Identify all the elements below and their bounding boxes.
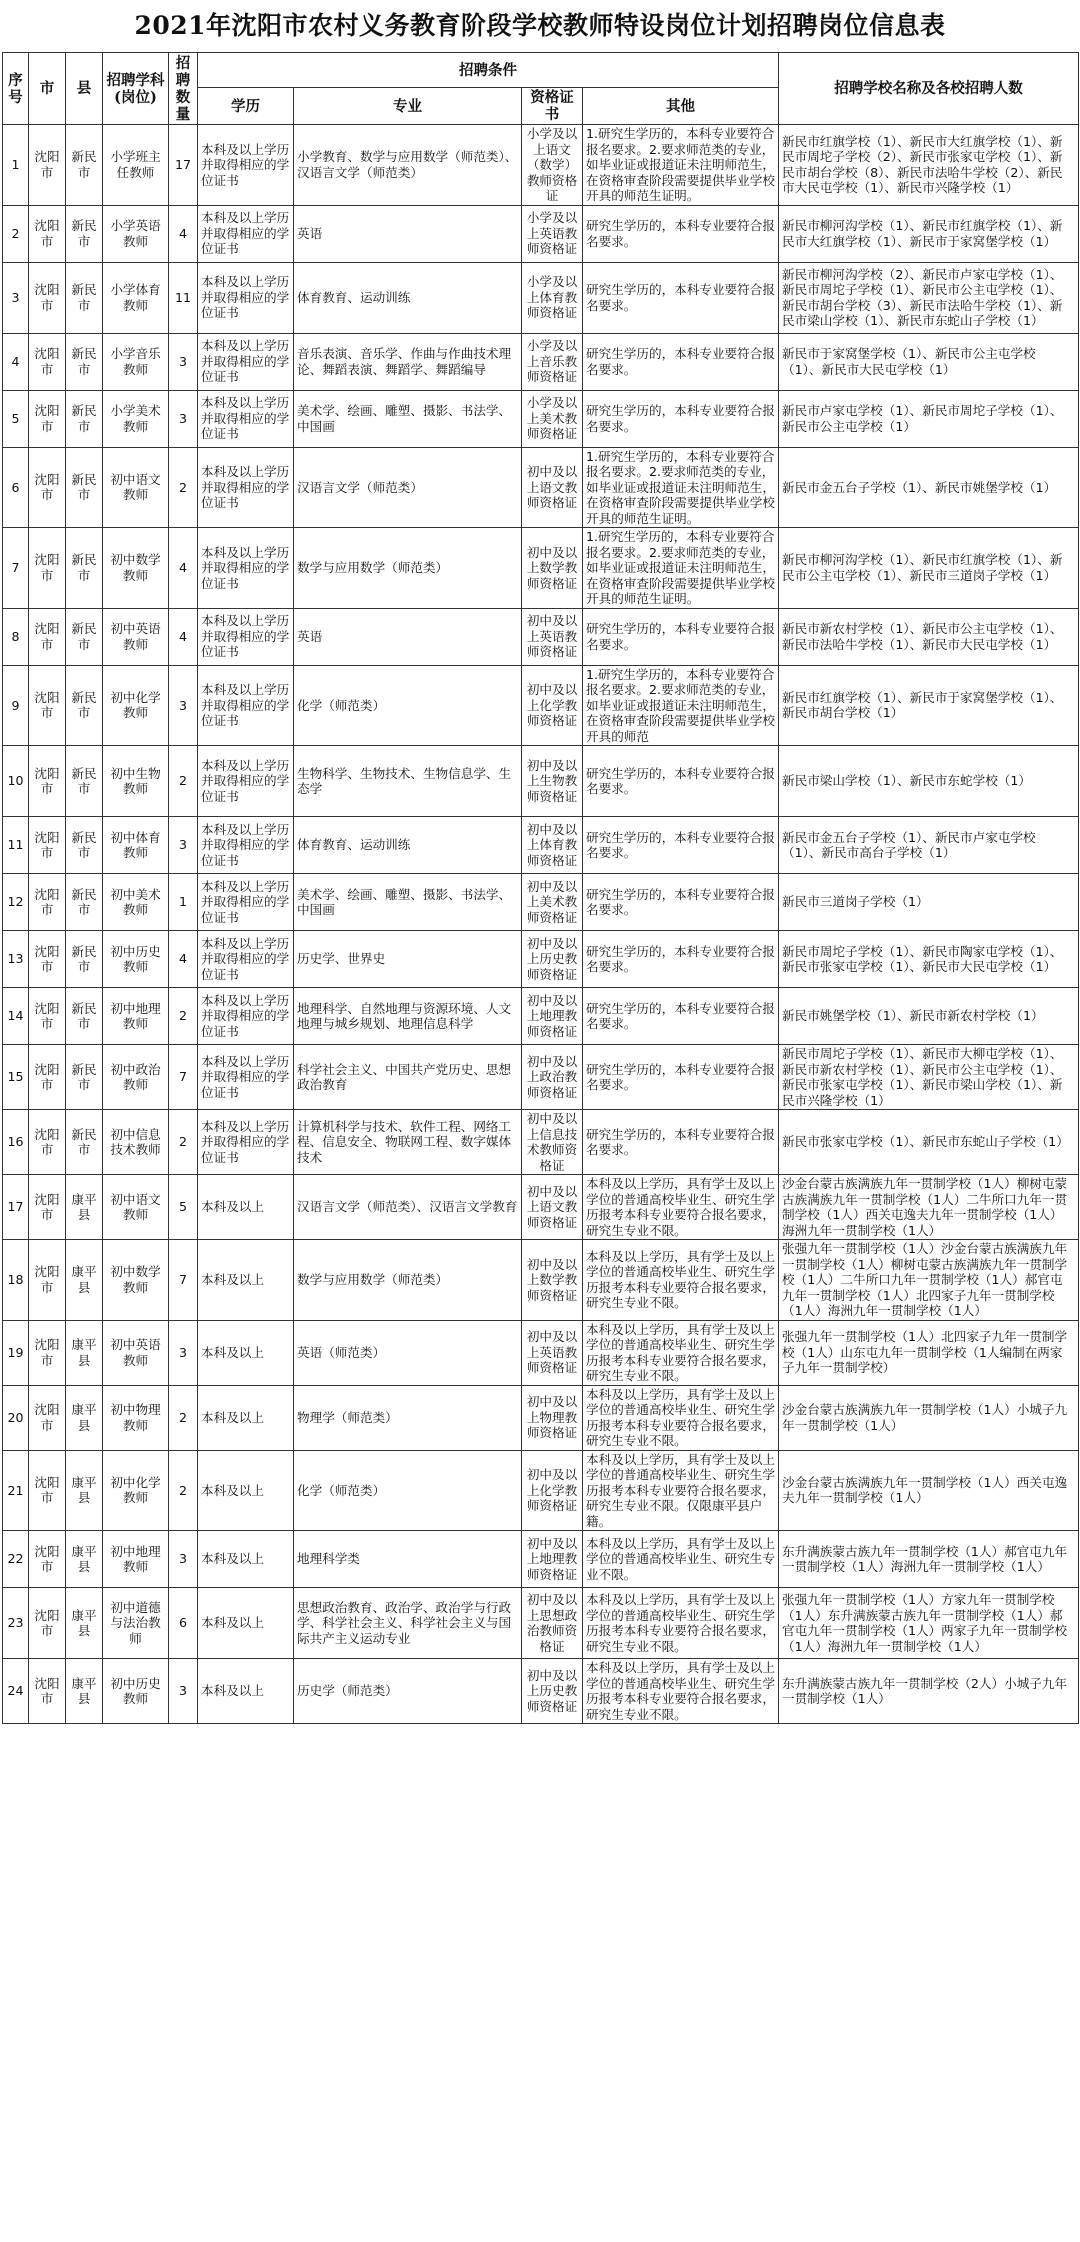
row-major: 英语	[294, 608, 522, 665]
row-certificate: 初中及以上语文教师资格证	[522, 1175, 583, 1240]
row-city: 沈阳市	[29, 1320, 66, 1385]
row-count: 2	[169, 447, 198, 528]
row-certificate: 初中及以上历史教师资格证	[522, 1659, 583, 1724]
row-other: 研究生学历的，本科专业要符合报名要求。	[583, 390, 779, 447]
table-row	[3, 1110, 1079, 1175]
row-education: 本科及以上	[198, 1450, 294, 1531]
row-other: 1.研究生学历的，本科专业要符合报名要求。2.要求师范类的专业，如毕业证或报道证未注明师范生，在资格审查阶段需要提供毕业学校开具的师范生证明。	[583, 125, 779, 206]
row-major: 化学（师范类）	[294, 665, 522, 746]
row-subject: 初中美术教师	[103, 874, 169, 931]
row-schools: 新民市金五台子学校（1）、新民市姚堡学校（1）	[779, 447, 1079, 528]
row-county: 康平县	[66, 1320, 103, 1385]
row-county: 康平县	[66, 1588, 103, 1659]
row-schools: 张强九年一贯制学校（1人）沙金台蒙古族满族九年一贯制学校（1人）柳树屯蒙古族满族九年一贯制学校（1人）二牛所口九年一贯制学校（1人）郝官屯九年一贯制学校（1人）北四家子九年一贯制学校（1人）海洲九年一贯制学校（1人）	[779, 1240, 1079, 1321]
table-row	[3, 1531, 1079, 1588]
row-subject: 初中数学教师	[103, 1240, 169, 1321]
row-certificate: 初中及以上信息技术教师资格证	[522, 1110, 583, 1175]
row-count: 4	[169, 205, 198, 262]
header-county: 县	[66, 53, 103, 125]
row-city: 沈阳市	[29, 1659, 66, 1724]
row-seq: 12	[3, 874, 29, 931]
row-certificate: 初中及以上英语教师资格证	[522, 1320, 583, 1385]
table-row	[3, 125, 1079, 206]
row-education: 本科及以上	[198, 1531, 294, 1588]
row-count: 2	[169, 1450, 198, 1531]
table-row	[3, 1175, 1079, 1240]
row-seq: 17	[3, 1175, 29, 1240]
row-schools: 新民市三道岗子学校（1）	[779, 874, 1079, 931]
row-schools: 东升满族蒙古族九年一贯制学校（1人）郝官屯九年一贯制学校（1人）海洲九年一贯制学校（1人）	[779, 1531, 1079, 1588]
row-certificate: 小学及以上美术教师资格证	[522, 390, 583, 447]
row-count: 4	[169, 608, 198, 665]
row-subject: 初中地理教师	[103, 1531, 169, 1588]
row-seq: 1	[3, 125, 29, 206]
row-county: 新民市	[66, 205, 103, 262]
row-seq: 18	[3, 1240, 29, 1321]
row-seq: 4	[3, 333, 29, 390]
row-seq: 7	[3, 528, 29, 609]
header-other: 其他	[583, 88, 779, 125]
row-schools: 新民市周坨子学校（1）、新民市陶家屯学校（1）、新民市张家屯学校（1）、新民市大民屯学校（1）	[779, 931, 1079, 988]
row-seq: 5	[3, 390, 29, 447]
row-county: 新民市	[66, 746, 103, 817]
row-major: 地理科学、自然地理与资源环境、人文地理与城乡规划、地理信息科学	[294, 988, 522, 1045]
header-schools: 招聘学校名称及各校招聘人数	[779, 53, 1079, 125]
row-seq: 13	[3, 931, 29, 988]
row-county: 康平县	[66, 1240, 103, 1321]
row-certificate: 初中及以上美术教师资格证	[522, 874, 583, 931]
row-other: 研究生学历的，本科专业要符合报名要求。	[583, 874, 779, 931]
header-subject: 招聘学科(岗位)	[103, 53, 169, 125]
row-certificate: 初中及以上物理教师资格证	[522, 1385, 583, 1450]
row-count: 1	[169, 874, 198, 931]
row-major: 体育教育、运动训练	[294, 817, 522, 874]
row-city: 沈阳市	[29, 1110, 66, 1175]
row-subject: 小学班主任教师	[103, 125, 169, 206]
row-city: 沈阳市	[29, 1045, 66, 1110]
header-city: 市	[29, 53, 66, 125]
row-other: 本科及以上学历，具有学士及以上学位的普通高校毕业生、研究生学历报考本科专业要符合报名要求，研究生专业不限。	[583, 1175, 779, 1240]
page-title: 2021年沈阳市农村义务教育阶段学校教师特设岗位计划招聘岗位信息表	[134, 11, 946, 40]
row-certificate: 小学及以上语文（数学）教师资格证	[522, 125, 583, 206]
row-other: 研究生学历的，本科专业要符合报名要求。	[583, 817, 779, 874]
row-subject: 初中历史教师	[103, 931, 169, 988]
row-certificate: 初中及以上化学教师资格证	[522, 1450, 583, 1531]
row-seq: 9	[3, 665, 29, 746]
row-subject: 初中历史教师	[103, 1659, 169, 1724]
row-county: 康平县	[66, 1531, 103, 1588]
row-education: 本科及以上学历并取得相应的学位证书	[198, 746, 294, 817]
row-certificate: 初中及以上体育教师资格证	[522, 817, 583, 874]
row-count: 3	[169, 665, 198, 746]
table-row	[3, 447, 1079, 528]
table-row	[3, 1045, 1079, 1110]
row-city: 沈阳市	[29, 528, 66, 609]
row-other: 1.研究生学历的，本科专业要符合报名要求。2.要求师范类的专业，如毕业证或报道证未注明师范生，在资格审查阶段需要提供毕业学校开具的师范生证明。	[583, 447, 779, 528]
table-row	[3, 608, 1079, 665]
table-row	[3, 1588, 1079, 1659]
row-education: 本科及以上学历并取得相应的学位证书	[198, 817, 294, 874]
row-seq: 22	[3, 1531, 29, 1588]
row-education: 本科及以上学历并取得相应的学位证书	[198, 205, 294, 262]
row-seq: 20	[3, 1385, 29, 1450]
table-row	[3, 988, 1079, 1045]
row-seq: 8	[3, 608, 29, 665]
row-other: 1.研究生学历的，本科专业要符合报名要求。2.要求师范类的专业，如毕业证或报道证未注明师范生，在资格审查阶段需要提供毕业学校开具的师范生证明。	[583, 528, 779, 609]
row-subject: 初中信息技术教师	[103, 1110, 169, 1175]
row-major: 汉语言文学（师范类）	[294, 447, 522, 528]
row-subject: 小学英语教师	[103, 205, 169, 262]
row-education: 本科及以上学历并取得相应的学位证书	[198, 447, 294, 528]
row-seq: 2	[3, 205, 29, 262]
row-schools: 新民市于家窝堡学校（1）、新民市公主屯学校（1）、新民市大民屯学校（1）	[779, 333, 1079, 390]
row-other: 本科及以上学历，具有学士及以上学位的普通高校毕业生、研究生学历报考本科专业要符合报名要求，研究生专业不限。	[583, 1588, 779, 1659]
row-major: 思想政治教育、政治学、政治学与行政学、科学社会主义、科学社会主义与国际共产主义运动专业	[294, 1588, 522, 1659]
row-county: 新民市	[66, 125, 103, 206]
row-seq: 16	[3, 1110, 29, 1175]
row-education: 本科及以上	[198, 1175, 294, 1240]
row-seq: 14	[3, 988, 29, 1045]
row-major: 英语（师范类）	[294, 1320, 522, 1385]
row-major: 汉语言文学（师范类）、汉语言文学教育	[294, 1175, 522, 1240]
row-count: 7	[169, 1240, 198, 1321]
row-major: 生物科学、生物技术、生物信息学、生态学	[294, 746, 522, 817]
row-city: 沈阳市	[29, 817, 66, 874]
row-city: 沈阳市	[29, 1385, 66, 1450]
row-schools: 新民市卢家屯学校（1）、新民市周坨子学校（1）、新民市公主屯学校（1）	[779, 390, 1079, 447]
row-seq: 10	[3, 746, 29, 817]
row-county: 新民市	[66, 1045, 103, 1110]
row-schools: 沙金台蒙古族满族九年一贯制学校（1人）西关屯逸夫九年一贯制学校（1人）	[779, 1450, 1079, 1531]
table-row	[3, 390, 1079, 447]
row-education: 本科及以上学历并取得相应的学位证书	[198, 1045, 294, 1110]
row-education: 本科及以上学历并取得相应的学位证书	[198, 665, 294, 746]
row-city: 沈阳市	[29, 746, 66, 817]
row-city: 沈阳市	[29, 1531, 66, 1588]
row-other: 本科及以上学历，具有学士及以上学位的普通高校毕业生、研究生学历报考本科专业要符合报名要求，研究生专业不限。仅限康平县户籍。	[583, 1450, 779, 1531]
row-schools: 新民市张家屯学校（1）、新民市东蛇山子学校（1）	[779, 1110, 1079, 1175]
row-schools: 新民市梁山学校（1）、新民市东蛇学校（1）	[779, 746, 1079, 817]
row-subject: 小学体育教师	[103, 262, 169, 333]
row-count: 11	[169, 262, 198, 333]
row-subject: 初中数学教师	[103, 528, 169, 609]
row-education: 本科及以上学历并取得相应的学位证书	[198, 125, 294, 206]
row-education: 本科及以上	[198, 1385, 294, 1450]
row-certificate: 初中及以上数学教师资格证	[522, 1240, 583, 1321]
row-seq: 3	[3, 262, 29, 333]
header-major: 专业	[294, 88, 522, 125]
row-schools: 新民市红旗学校（1）、新民市大红旗学校（1）、新民市周坨子学校（2）、新民市张家屯学校（1）、新民市胡台学校（8）、新民市法哈牛学校（2）、新民市大民屯学校（1）、新民市兴隆学校（1）	[779, 125, 1079, 206]
table-row	[3, 1659, 1079, 1724]
row-education: 本科及以上	[198, 1588, 294, 1659]
row-subject: 初中英语教师	[103, 1320, 169, 1385]
row-city: 沈阳市	[29, 390, 66, 447]
table-row	[3, 746, 1079, 817]
table-body	[3, 125, 1079, 1724]
row-subject: 初中道德与法治教师	[103, 1588, 169, 1659]
row-subject: 初中政治教师	[103, 1045, 169, 1110]
row-city: 沈阳市	[29, 665, 66, 746]
row-schools: 新民市柳河沟学校（1）、新民市红旗学校（1）、新民市公主屯学校（1）、新民市三道岗子学校（1）	[779, 528, 1079, 609]
row-other: 研究生学历的，本科专业要符合报名要求。	[583, 262, 779, 333]
row-county: 康平县	[66, 1659, 103, 1724]
table-row	[3, 874, 1079, 931]
row-education: 本科及以上学历并取得相应的学位证书	[198, 608, 294, 665]
row-subject: 初中语文教师	[103, 1175, 169, 1240]
row-count: 3	[169, 1531, 198, 1588]
row-count: 17	[169, 125, 198, 206]
row-count: 4	[169, 931, 198, 988]
row-schools: 东升满族蒙古族九年一贯制学校（2人）小城子九年一贯制学校（1人）	[779, 1659, 1079, 1724]
row-seq: 11	[3, 817, 29, 874]
row-major: 计算机科学与技术、软件工程、网络工程、信息安全、物联网工程、数字媒体技术	[294, 1110, 522, 1175]
row-major: 美术学、绘画、雕塑、摄影、书法学、中国画	[294, 390, 522, 447]
row-count: 7	[169, 1045, 198, 1110]
row-count: 4	[169, 528, 198, 609]
header-seq: 序号	[3, 53, 29, 125]
table-row	[3, 205, 1079, 262]
row-certificate: 初中及以上政治教师资格证	[522, 1045, 583, 1110]
row-schools: 张强九年一贯制学校（1人）北四家子九年一贯制学校（1人）山东屯九年一贯制学校（1人编制在两家子九年一贯制学校）	[779, 1320, 1079, 1385]
table-row	[3, 1450, 1079, 1531]
row-county: 新民市	[66, 390, 103, 447]
row-count: 2	[169, 1110, 198, 1175]
row-city: 沈阳市	[29, 1450, 66, 1531]
row-other: 1.研究生学历的，本科专业要符合报名要求。2.要求师范类的专业，如毕业证或报道证未注明师范生，在资格审查阶段需要提供毕业学校开具的师范	[583, 665, 779, 746]
row-certificate: 初中及以上地理教师资格证	[522, 1531, 583, 1588]
row-major: 科学社会主义、中国共产党历史、思想政治教育	[294, 1045, 522, 1110]
row-seq: 24	[3, 1659, 29, 1724]
row-city: 沈阳市	[29, 205, 66, 262]
row-other: 研究生学历的，本科专业要符合报名要求。	[583, 1045, 779, 1110]
row-other: 本科及以上学历，具有学士及以上学位的普通高校毕业生、研究生学历报考本科专业要符合报名要求，研究生专业不限。	[583, 1240, 779, 1321]
row-major: 地理科学类	[294, 1531, 522, 1588]
row-city: 沈阳市	[29, 988, 66, 1045]
row-count: 3	[169, 1320, 198, 1385]
row-other: 本科及以上学历，具有学士及以上学位的普通高校毕业生、研究生学历报考本科专业要符合报名要求，研究生专业不限。	[583, 1659, 779, 1724]
row-subject: 初中地理教师	[103, 988, 169, 1045]
row-seq: 6	[3, 447, 29, 528]
row-county: 新民市	[66, 931, 103, 988]
row-subject: 小学音乐教师	[103, 333, 169, 390]
row-education: 本科及以上学历并取得相应的学位证书	[198, 1110, 294, 1175]
row-certificate: 初中及以上生物教师资格证	[522, 746, 583, 817]
row-other: 研究生学历的，本科专业要符合报名要求。	[583, 746, 779, 817]
row-other: 研究生学历的，本科专业要符合报名要求。	[583, 333, 779, 390]
header-conditions: 招聘条件	[198, 53, 779, 88]
row-seq: 15	[3, 1045, 29, 1110]
row-subject: 初中生物教师	[103, 746, 169, 817]
row-major: 英语	[294, 205, 522, 262]
row-other: 研究生学历的，本科专业要符合报名要求。	[583, 988, 779, 1045]
row-count: 6	[169, 1588, 198, 1659]
row-major: 音乐表演、音乐学、作曲与作曲技术理论、舞蹈表演、舞蹈学、舞蹈编导	[294, 333, 522, 390]
row-education: 本科及以上学历并取得相应的学位证书	[198, 262, 294, 333]
row-subject: 初中化学教师	[103, 1450, 169, 1531]
row-major: 历史学、世界史	[294, 931, 522, 988]
row-other: 本科及以上学历，具有学士及以上学位的普通高校毕业生、研究生学历报考本科专业要符合报名要求，研究生专业不限。	[583, 1385, 779, 1450]
table-row	[3, 333, 1079, 390]
row-count: 2	[169, 988, 198, 1045]
row-city: 沈阳市	[29, 874, 66, 931]
row-count: 3	[169, 333, 198, 390]
row-certificate: 小学及以上体育教师资格证	[522, 262, 583, 333]
row-count: 3	[169, 817, 198, 874]
row-education: 本科及以上	[198, 1240, 294, 1321]
table-row	[3, 1320, 1079, 1385]
row-education: 本科及以上学历并取得相应的学位证书	[198, 333, 294, 390]
row-schools: 新民市柳河沟学校（2）、新民市卢家屯学校（1）、新民市周坨子学校（1）、新民市公主屯学校（1）、新民市胡台学校（3）、新民市法哈牛学校（1）、新民市梁山学校（1）、新民市东蛇山子学校（1）	[779, 262, 1079, 333]
row-city: 沈阳市	[29, 447, 66, 528]
row-county: 康平县	[66, 1175, 103, 1240]
row-city: 沈阳市	[29, 125, 66, 206]
row-major: 历史学（师范类）	[294, 1659, 522, 1724]
row-certificate: 初中及以上历史教师资格证	[522, 931, 583, 988]
table-row	[3, 931, 1079, 988]
row-schools: 沙金台蒙古族满族九年一贯制学校（1人）柳树屯蒙古族满族九年一贯制学校（1人）二牛所口九年一贯制学校（1人）西关屯逸夫九年一贯制学校（1人）海洲九年一贯制学校（1人）	[779, 1175, 1079, 1240]
row-education: 本科及以上	[198, 1659, 294, 1724]
row-city: 沈阳市	[29, 262, 66, 333]
row-county: 新民市	[66, 333, 103, 390]
row-education: 本科及以上学历并取得相应的学位证书	[198, 528, 294, 609]
header-education: 学历	[198, 88, 294, 125]
row-count: 3	[169, 1659, 198, 1724]
row-schools: 新民市姚堡学校（1）、新民市新农村学校（1）	[779, 988, 1079, 1045]
row-county: 康平县	[66, 1385, 103, 1450]
row-major: 化学（师范类）	[294, 1450, 522, 1531]
row-county: 新民市	[66, 447, 103, 528]
row-other: 本科及以上学历，具有学士及以上学位的普通高校毕业生、研究生学历报考本科专业要符合报名要求，研究生专业不限。	[583, 1320, 779, 1385]
row-subject: 初中物理教师	[103, 1385, 169, 1450]
table-row	[3, 1385, 1079, 1450]
row-other: 本科及以上学历，具有学士及以上学位的普通高校毕业生、研究生专业不限。	[583, 1531, 779, 1588]
row-major: 小学教育、数学与应用数学（师范类）、汉语言文学（师范类）	[294, 125, 522, 206]
row-subject: 初中英语教师	[103, 608, 169, 665]
row-city: 沈阳市	[29, 931, 66, 988]
row-count: 2	[169, 1385, 198, 1450]
row-city: 沈阳市	[29, 333, 66, 390]
recruitment-table	[2, 52, 1079, 1724]
row-subject: 初中体育教师	[103, 817, 169, 874]
row-county: 新民市	[66, 262, 103, 333]
row-city: 沈阳市	[29, 1240, 66, 1321]
row-county: 新民市	[66, 874, 103, 931]
row-education: 本科及以上学历并取得相应的学位证书	[198, 988, 294, 1045]
row-city: 沈阳市	[29, 1175, 66, 1240]
table-row	[3, 817, 1079, 874]
row-education: 本科及以上	[198, 1320, 294, 1385]
row-subject: 小学美术教师	[103, 390, 169, 447]
row-county: 新民市	[66, 665, 103, 746]
header-certificate: 资格证书	[522, 88, 583, 125]
row-major: 数学与应用数学（师范类）	[294, 1240, 522, 1321]
row-schools: 新民市新农村学校（1）、新民市公主屯学校（1）、新民市法哈牛学校（1）、新民市大民屯学校（1）	[779, 608, 1079, 665]
row-subject: 初中语文教师	[103, 447, 169, 528]
row-other: 研究生学历的，本科专业要符合报名要求。	[583, 931, 779, 988]
row-seq: 19	[3, 1320, 29, 1385]
row-education: 本科及以上学历并取得相应的学位证书	[198, 874, 294, 931]
row-seq: 23	[3, 1588, 29, 1659]
row-certificate: 初中及以上思想政治教师资格证	[522, 1588, 583, 1659]
row-count: 5	[169, 1175, 198, 1240]
row-education: 本科及以上学历并取得相应的学位证书	[198, 390, 294, 447]
row-certificate: 初中及以上语文教师资格证	[522, 447, 583, 528]
row-city: 沈阳市	[29, 608, 66, 665]
row-major: 物理学（师范类）	[294, 1385, 522, 1450]
row-county: 康平县	[66, 1450, 103, 1531]
row-education: 本科及以上学历并取得相应的学位证书	[198, 931, 294, 988]
row-county: 新民市	[66, 1110, 103, 1175]
row-schools: 新民市柳河沟学校（1）、新民市红旗学校（1）、新民市大红旗学校（1）、新民市于家窝堡学校（1）	[779, 205, 1079, 262]
row-major: 美术学、绘画、雕塑、摄影、书法学、中国画	[294, 874, 522, 931]
row-count: 2	[169, 746, 198, 817]
row-certificate: 初中及以上数学教师资格证	[522, 528, 583, 609]
row-major: 数学与应用数学（师范类）	[294, 528, 522, 609]
table-row	[3, 262, 1079, 333]
row-schools: 新民市红旗学校（1）、新民市于家窝堡学校（1）、新民市胡台学校（1）	[779, 665, 1079, 746]
row-major: 体育教育、运动训练	[294, 262, 522, 333]
row-other: 研究生学历的，本科专业要符合报名要求。	[583, 1110, 779, 1175]
row-certificate: 初中及以上地理教师资格证	[522, 988, 583, 1045]
row-county: 新民市	[66, 608, 103, 665]
row-schools: 新民市周坨子学校（1）、新民市大柳屯学校（1）、新民市新农村学校（1）、新民市公主屯学校（1）、新民市张家屯学校（1）、新民市梁山学校（1）、新民市兴隆学校（1）	[779, 1045, 1079, 1110]
table-row	[3, 665, 1079, 746]
row-schools: 沙金台蒙古族满族九年一贯制学校（1人）小城子九年一贯制学校（1人）	[779, 1385, 1079, 1450]
row-city: 沈阳市	[29, 1588, 66, 1659]
row-other: 研究生学历的，本科专业要符合报名要求。	[583, 608, 779, 665]
row-other: 研究生学历的，本科专业要符合报名要求。	[583, 205, 779, 262]
row-county: 新民市	[66, 817, 103, 874]
row-certificate: 小学及以上音乐教师资格证	[522, 333, 583, 390]
header-count: 招聘数量	[169, 53, 198, 125]
row-count: 3	[169, 390, 198, 447]
row-certificate: 小学及以上英语教师资格证	[522, 205, 583, 262]
table-row	[3, 1240, 1079, 1321]
row-seq: 21	[3, 1450, 29, 1531]
row-county: 新民市	[66, 988, 103, 1045]
row-county: 新民市	[66, 528, 103, 609]
row-certificate: 初中及以上化学教师资格证	[522, 665, 583, 746]
row-subject: 初中化学教师	[103, 665, 169, 746]
row-certificate: 初中及以上英语教师资格证	[522, 608, 583, 665]
table-row	[3, 528, 1079, 609]
row-schools: 新民市金五台子学校（1）、新民市卢家屯学校（1）、新民市高台子学校（1）	[779, 817, 1079, 874]
row-schools: 张强九年一贯制学校（1人）方家九年一贯制学校（1人）东升满族蒙古族九年一贯制学校（1人）郝官屯九年一贯制学校（1人）两家子九年一贯制学校（1人）海洲九年一贯制学校（1人）	[779, 1588, 1079, 1659]
